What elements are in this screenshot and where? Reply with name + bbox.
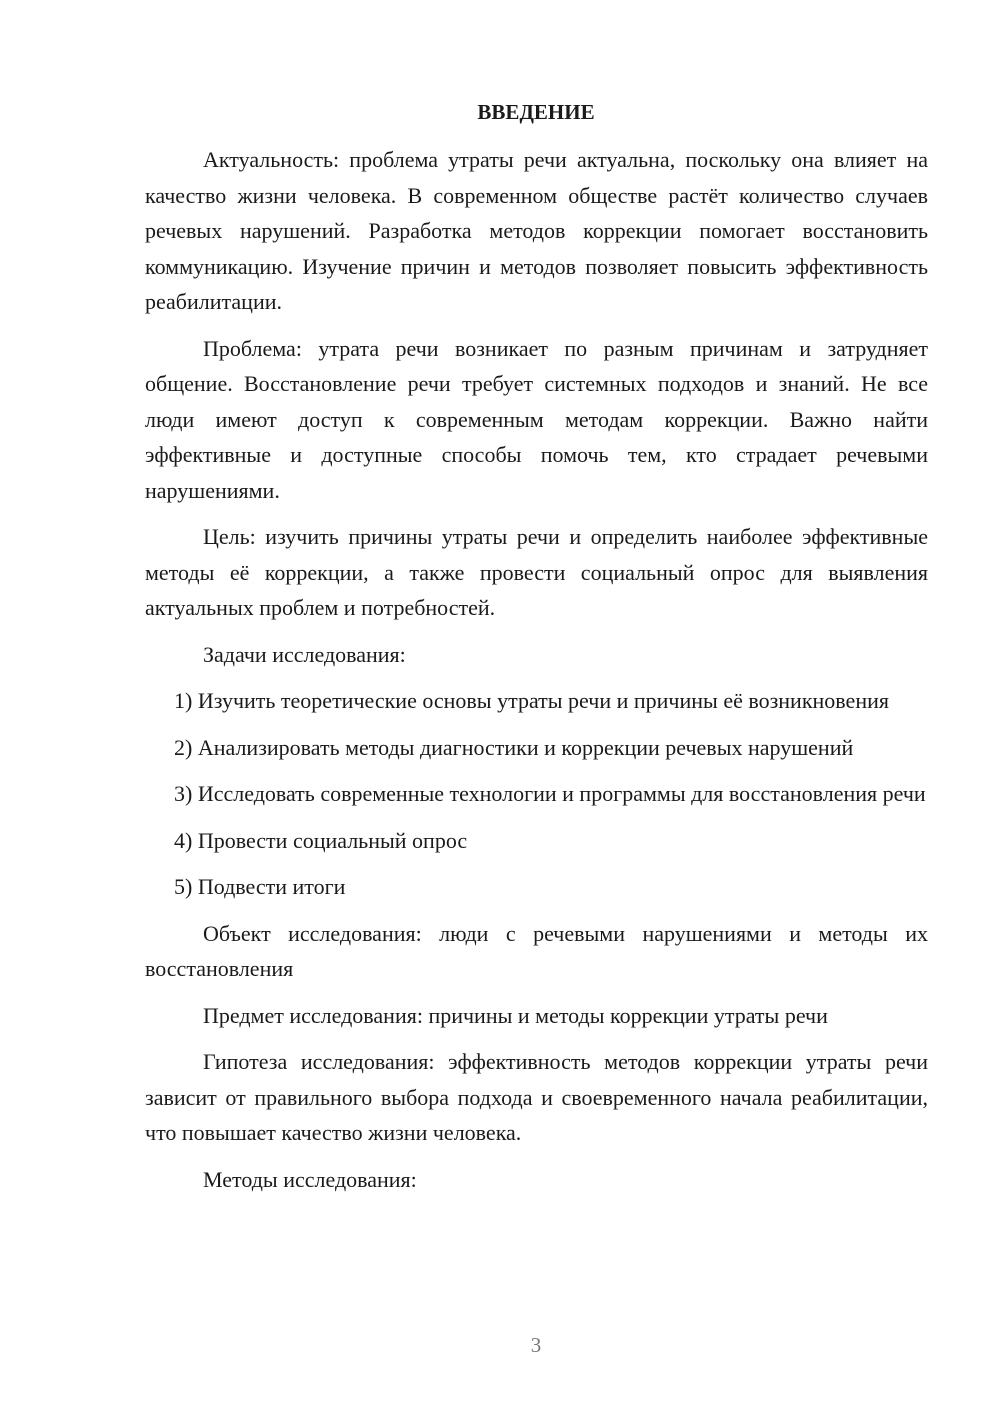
- goal-paragraph: Цель: изучить причины утраты речи и определить наиболее эффективные методы её коррекции, а также провести социальный опрос для выявления актуальных проблем и потребностей.: [145, 524, 928, 620]
- methods-title: Методы исследования:: [203, 1166, 417, 1192]
- task-item-1: 1) Изучить теоретические основы утраты речи и причины её возникновения: [174, 688, 889, 713]
- task-item-3: 3) Исследовать современные технологии и программы для восстановления речи: [174, 781, 926, 806]
- problem-paragraph: Проблема: утрата речи возникает по разным причинам и затрудняет общение. Восстановление речи требует системных подходов и знаний. Не все люди имеют доступ к современным методам коррекции. Важно найти эффективные и доступные способы помочь тем, кто страдает речевыми нарушениями.: [145, 335, 928, 503]
- relevance-paragraph: Актуальность: проблема утраты речи актуальна, поскольку она влияет на качество жизни человека. В современном обществе растёт количество случаев речевых нарушений. Разработка методов коррекции помогает восстановить коммуникацию. Изучение причин и методов позволяет повысить эффективность реабилитации.: [145, 147, 928, 314]
- document-body: [145, 142, 928, 1208]
- page-number: 3: [530, 1333, 542, 1357]
- task-item-5: 5) Подвести итоги: [174, 874, 346, 899]
- page-heading: ВВЕДЕНИЕ: [477, 100, 595, 124]
- hypothesis-paragraph: Гипотеза исследования: эффективность методов коррекции утраты речи зависит от правильного выбора подхода и своевременного начала реабилитации, что повышает качество жизни человека.: [145, 1049, 928, 1145]
- task-item-4: 4) Провести социальный опрос: [174, 827, 468, 853]
- object-paragraph: Объект исследования: люди с речевыми нарушениями и методы их восстановления: [145, 920, 928, 981]
- subject-paragraph: Предмет исследования: причины и методы коррекции утраты речи: [203, 1002, 828, 1028]
- tasks-title: Задачи исследования:: [203, 641, 406, 667]
- task-item-2: 2) Анализировать методы диагностики и коррекции речевых нарушений: [174, 734, 854, 760]
